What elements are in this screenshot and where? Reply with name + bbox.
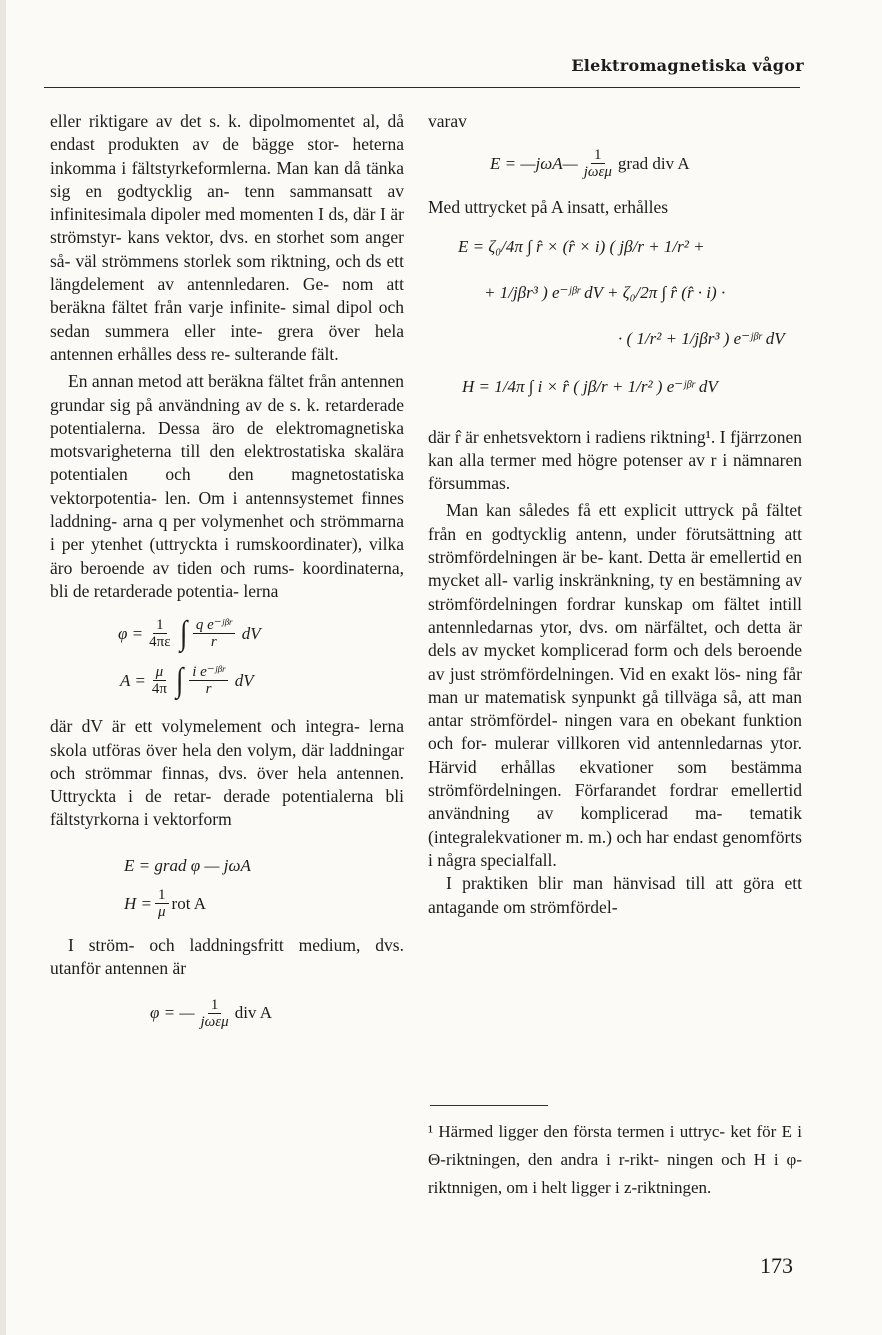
equation-phi: φ = $\frac{1}{4\pi\varepsilon}$ ∫ $\frac{\text{q e⁻ʲᵝʳ}}{r}$ dV (118, 614, 261, 652)
page (6, 0, 882, 1335)
header-title: Elektromagnetiska vågor (571, 56, 804, 75)
equation-e-full-line2: + 1/jβr³ ) e⁻ʲᵝʳ dV + ζ₀/2π ∫ r̂ (r̂ · i) · (484, 282, 726, 302)
equation-e-full-line3: · ( 1/r² + 1/jβr³ ) e⁻ʲᵝʳ dV (618, 328, 785, 348)
equation-e-full-line1: E = ζ₀/4π ∫ r̂ × (r̂ × i) ( jβ/r + 1/r² + (458, 236, 705, 256)
left-paragraph-4: I ström- och laddningsfritt medium, dvs. utanför antennen är (50, 935, 404, 979)
equation-phi-free: φ = — $\frac{1}{\text{jωεμ}}$ div A (150, 996, 273, 1030)
right-paragraph-2: Med uttrycket på A insatt, erhålles (428, 197, 669, 218)
right-column (428, 110, 802, 919)
left-paragraph-1: eller riktigare av det s. k. dipolmomentet al, då endast produkten av de bägge stor- heterna inkomma i fältstyrkeformlerna. Man kan då tänka sig en godtycklig an- tenn sammansatt av infinitesimala dipoler med momenten I ds, där I är strömstyr- kans vektor, dvs. en storhet som anger så- väl strömmens storlek som riktning, och ds ett längdelement av antennledaren. Ge- nom att beräkna fältet från varje infinite- simal dipol och sedan summera eller inte- grera över hela antennen erhålles dess re- sulterande fält. (50, 111, 404, 364)
equation-h-full: H = 1/4π ∫ i × r̂ ( jβ/r + 1/r² ) e⁻ʲᵝʳ dV (462, 376, 718, 396)
equation-e-from-a: E = —jωA— $\frac{1}{\text{jωεμ}}$ grad div A (490, 147, 690, 181)
left-paragraph-3: där dV är ett volymelement och integra- lerna skola utföras över hela den volym, där laddningar och strömmar finnas, dvs. över hela antennen. Uttryckta i de retar- derade potentialerna bli fältstyrkorna i vektorform (50, 716, 404, 830)
right-paragraph-3: där r̂ är enhetsvektorn i radiens riktning¹. I fjärrzonen kan alla termer med högre potenser av r i nämnaren försummas. (428, 426, 802, 494)
right-paragraph-4: Man kan således få ett explicit uttryck på fältet från en godtycklig antenn, under förutsättning att strömfördelningen är be- kant. Detta är emellertid en mycket all- varlig inskränkning, ty en bestämning av strömfördelningen fordrar kunskap om fältet intill antennledarnas ytor, dvs. om närfältet, och detta är dels av mycket komplicerad form och dels beroende av just strömfördelningen. Vid en exakt lös- ning får man ur matematisk synpunkt gå tillväga så, att man antar strömfördel- ningen vara en obekant funktion och for- mulerar villkoren vid antennledarnas ytor. Härvid erhållas ekvationer som bestämma strömfördelningen. Förfarandet fordrar emellertid användning av komplicerad ma- tematik (integralekvationer m. m.) och har endast genomförts i några specialfall. (428, 500, 802, 870)
equation-vector-potential: A = $\frac{\mu}{4\pi}$ ∫ $\frac{\text{i e⁻ʲᵝʳ}}{r}$ dV (120, 661, 254, 699)
footnote: ¹ Härmed ligger den första termen i uttryc- ket för E i Θ-riktningen, den andra i r-rikt- ningen och H i φ-riktnnigen, om i helt ligger i z-riktningen. (428, 1122, 802, 1197)
equation-h-field: H = $\frac{1}{\mu}$ rot A (124, 887, 207, 921)
page-number: 173 (760, 1253, 793, 1278)
running-header (44, 52, 804, 88)
right-paragraph-5: I praktiken blir man hänvisad till att göra ett antagande om strömfördel- (428, 873, 802, 917)
footnote-divider (430, 1105, 548, 1106)
left-paragraph-2: En annan metod att beräkna fältet från antennen grundar sig på användning av de s. k. retarderade potentialerna. Dessa äro de elektromagnetiska motsvarigheterna till den elektrostatiska skalära potentialen och den magnetostatiska vektorpotentia- len. Om i antennsystemet finnes laddning- arna q per volymenhet och strömmarna i per ytenhet (uttryckta i rumskoordinater), vilka äro beroende av tiden och rums- koordinaterna, bli de retarderade potentia- lerna (50, 371, 404, 601)
right-paragraph-1: varav (428, 111, 467, 131)
left-column (50, 110, 404, 1030)
equation-e-field: E = grad φ — jωA (124, 855, 251, 875)
